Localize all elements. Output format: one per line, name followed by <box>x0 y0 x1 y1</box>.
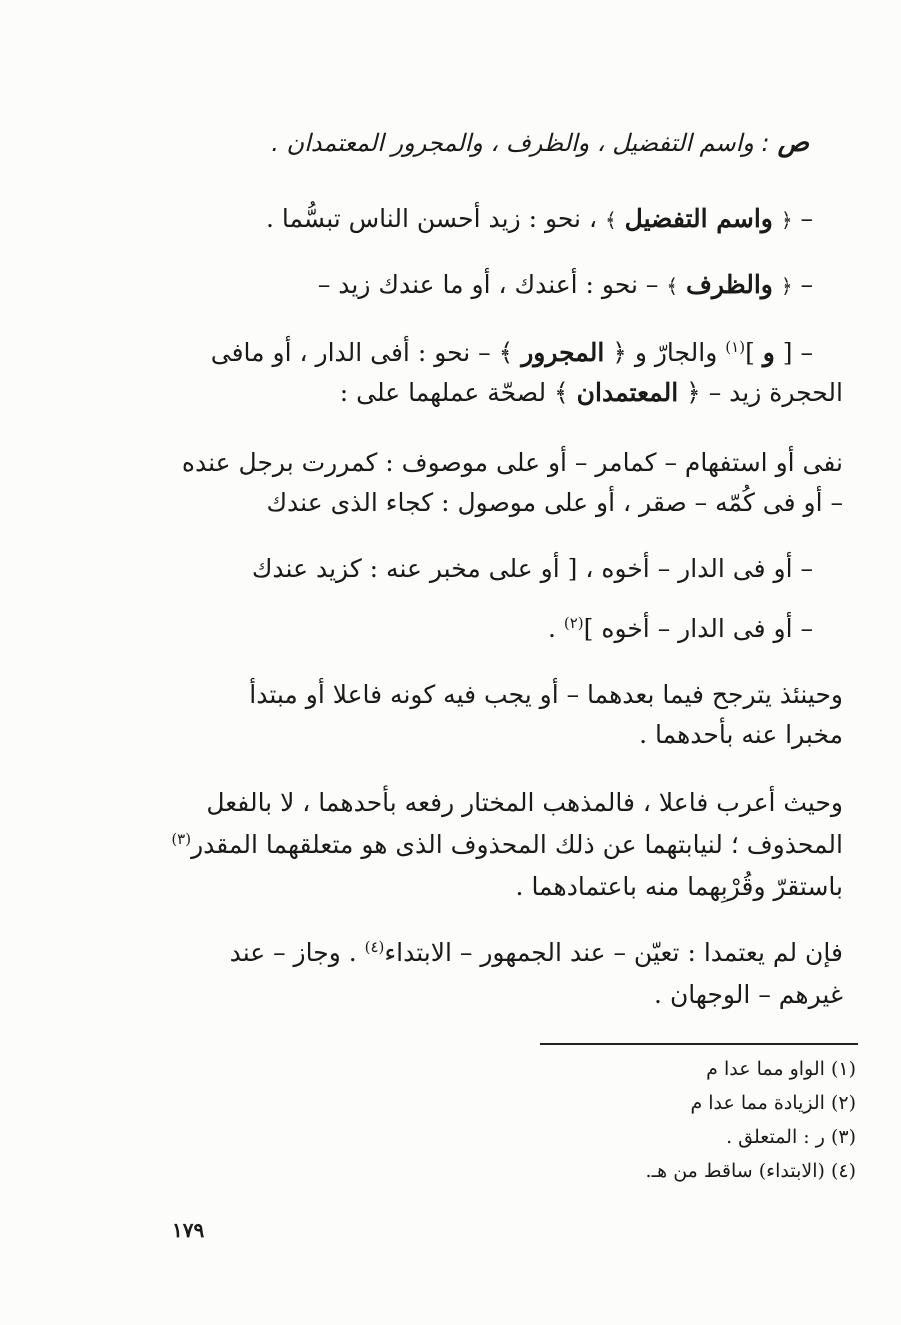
condition-line-3: – أو فى الدار – أخوه ، [ أو على مخبر عنه : كزيد عندك <box>251 554 813 583</box>
term-mutamadan: المعتمدان <box>576 378 679 407</box>
jar-line-1: – [ و ]$^{(١)}$ والجارّ و ﴿ المجرور ﴾ – نحو : أفى الدار ، أو مافى <box>210 338 813 367</box>
term-tafdil: واسم التفضيل <box>624 204 773 233</box>
condition-line-1: نفى أو استفهام – كمامر – أو على موصوف : كمررت برجل عنده <box>181 448 843 477</box>
ornament-open: ﴿ <box>780 274 793 298</box>
item-zarf: – ﴿ والظرف ﴾ – نحو : أعندك ، أو ما عندك زيد – <box>317 270 813 299</box>
jar-line-2: الحجرة زيد – ﴿ المعتمدان ﴾ لصحّة عملهما على : <box>339 378 843 407</box>
para-haythu-line-2: المحذوف ؛ لنيابتهما عن ذلك المحذوف الذى هو متعلقهما المقدر$^{(٣)}$ <box>171 830 843 859</box>
term-majrur: المجرور <box>521 338 605 367</box>
footnote-ref-2: (٢) <box>563 614 584 632</box>
footnote-3: (٣) ر : المتعلق . <box>726 1126 856 1148</box>
para-fain-line-2: غيرهم – الوجهان . <box>654 980 843 1009</box>
ornament-close: ﴾ <box>666 274 679 298</box>
footnote-divider <box>540 1043 858 1045</box>
para-hinaidhin-line-2: مخبرا عنه بأحدهما . <box>639 720 843 749</box>
footnote-ref-3: (٣) <box>171 830 192 848</box>
page-number: ١٧٩ <box>172 1218 205 1242</box>
term-zarf: والظرف <box>686 270 773 299</box>
ornament-open: ﴿ <box>780 208 793 232</box>
para-fain-line-1: فإن لم يعتمدا : تعيّن – عند الجمهور – الابتداء$^{(٤)}$ . وجاز – عند <box>229 938 843 967</box>
para-haythu-line-3: باستقرّ وقُرْبِهما منه باعتمادهما . <box>515 872 843 901</box>
handwritten-text: : واسم التفضيل ، والظرف ، والمجرور المعتمدان . <box>271 129 770 157</box>
ornament-close: ﴾ <box>604 208 617 232</box>
handwritten-note <box>271 126 809 160</box>
para-haythu-line-1: وحيث أعرب فاعلا ، فالمذهب المختار رفعه بأحدهما ، لا بالفعل <box>206 788 843 817</box>
para-hinaidhin-line-1: وحينئذ يترجح فيما بعدهما – أو يجب فيه كونه فاعلا أو مبتدأ <box>249 680 843 709</box>
condition-line-2: – أو فى كُمّه – صقر ، أو على موصول : كجاء الذى عندك <box>266 488 843 517</box>
item-tafdil: – ﴿ واسم التفضيل ﴾ ، نحو : زيد أحسن الناس تبسُّما . <box>265 204 813 233</box>
footnote-4: (٤) (الابتداء) ساقط من هـ. <box>645 1160 856 1182</box>
handwritten-mark: ص <box>777 128 809 158</box>
condition-line-4: – أو فى الدار – أخوه ]$^{(٢)}$ . <box>547 614 813 643</box>
footnote-1: (١) الواو مما عدا م <box>706 1058 856 1080</box>
footnote-ref-4: (٤) <box>364 938 385 956</box>
footnote-2: (٢) الزيادة مما عدا م <box>690 1092 856 1114</box>
footnote-ref-1: (١) <box>725 338 746 356</box>
